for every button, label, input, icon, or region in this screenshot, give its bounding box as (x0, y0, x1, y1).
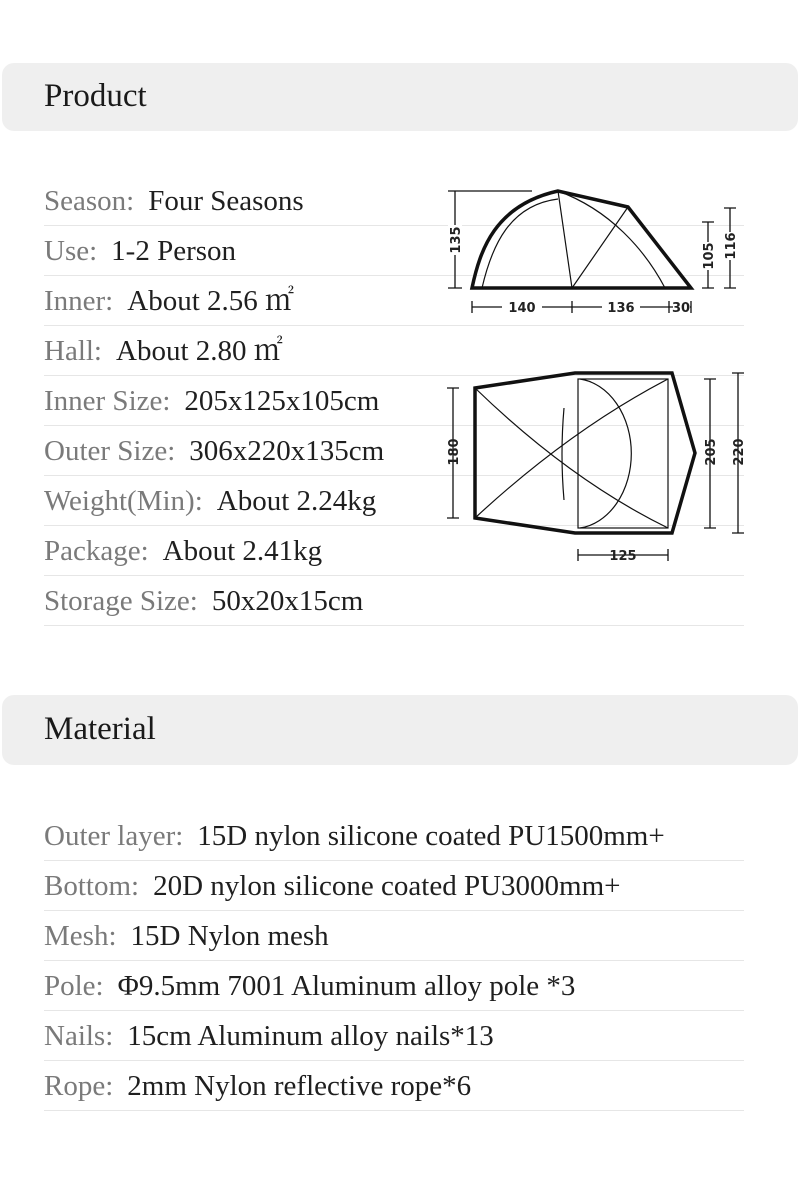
spec-label: Bottom: (44, 870, 140, 902)
spec-label: Hall: (44, 335, 102, 367)
spec-row (44, 1011, 744, 1061)
spec-label: Pole: (44, 970, 104, 1002)
dim-180: 180 (447, 438, 462, 466)
spec-value: About 2.56 ㎡ (127, 285, 295, 317)
top-view (447, 373, 744, 561)
spec-label: Season: (44, 185, 135, 217)
dim-140: 140 (508, 301, 536, 316)
spec-value: 15cm Aluminum alloy nails*13 (127, 1020, 494, 1052)
spec-row (44, 861, 744, 911)
dim-205: 205 (704, 438, 719, 466)
spec-row (44, 961, 744, 1011)
material-section-header (2, 695, 798, 765)
spec-label: Storage Size: (44, 585, 198, 617)
spec-value: 1-2 Person (111, 235, 237, 267)
dim-136: 136 (607, 301, 635, 316)
spec-label: Use: (44, 235, 98, 267)
dim-116: 116 (724, 232, 739, 260)
spec-value: 205x125x105cm (184, 385, 380, 417)
spec-value: 15D nylon silicone coated PU1500mm+ (197, 820, 665, 852)
dim-105: 105 (702, 242, 717, 270)
spec-label: Inner: (44, 285, 114, 317)
spec-value: Φ9.5mm 7001 Aluminum alloy pole *3 (117, 970, 576, 1002)
spec-row (44, 576, 744, 626)
dim-125: 125 (609, 549, 637, 564)
spec-value: 50x20x15cm (211, 585, 364, 617)
spec-value: 306x220x135cm (189, 435, 385, 467)
spec-value: About 2.80 ㎡ (116, 335, 283, 367)
spec-value: About 2.24kg (216, 485, 377, 517)
product-section-header (2, 63, 798, 131)
spec-label: Outer layer: (44, 820, 184, 852)
spec-label: Inner Size: (44, 385, 171, 417)
material-heading: Material (44, 711, 156, 747)
spec-value: About 2.41kg (162, 535, 323, 567)
spec-label: Nails: (44, 1020, 114, 1052)
product-heading: Product (44, 78, 147, 114)
dim-135: 135 (449, 226, 464, 254)
dim-220: 220 (732, 438, 747, 466)
side-view (448, 191, 736, 313)
tent-dimension-diagram (440, 180, 760, 570)
spec-label: Outer Size: (44, 435, 176, 467)
spec-label: Weight(Min): (44, 485, 203, 517)
spec-value: 15D Nylon mesh (130, 920, 329, 952)
spec-label: Rope: (44, 1070, 114, 1102)
spec-row (44, 911, 744, 961)
spec-row (44, 1061, 744, 1111)
spec-label: Package: (44, 535, 149, 567)
spec-value: 20D nylon silicone coated PU3000mm+ (153, 870, 621, 902)
spec-value: Four Seasons (148, 185, 304, 217)
spec-label: Mesh: (44, 920, 117, 952)
spec-value: 2mm Nylon reflective rope*6 (127, 1070, 472, 1102)
dim-30: 30 (671, 301, 691, 316)
spec-row (44, 811, 744, 861)
